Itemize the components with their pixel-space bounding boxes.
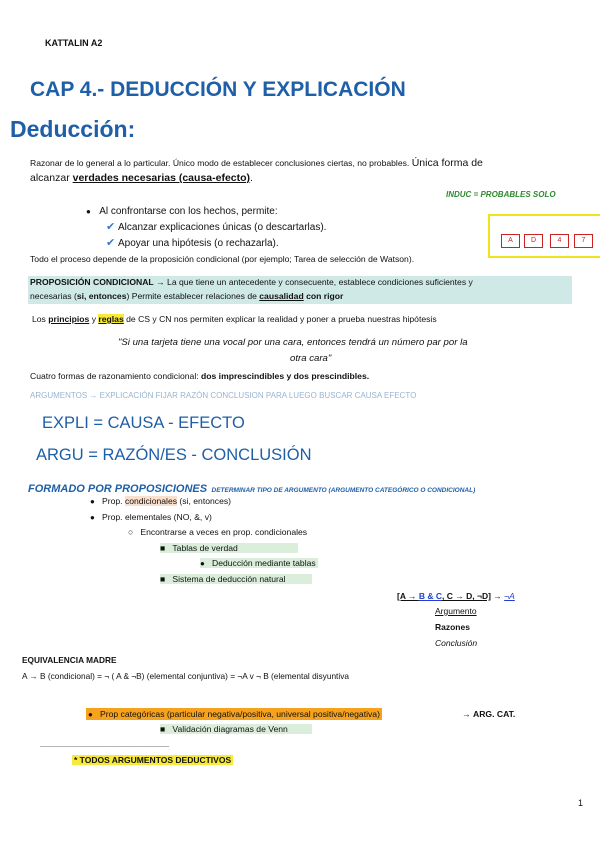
text: Encontrarse a veces en prop. condicionales [140,527,308,537]
legend-conclusion: Conclusión [435,638,478,648]
text: Cuatro formas de razonamiento condicional: [30,371,202,381]
confront-item-text: Apoyar una hipótesis (o rechazarla). [118,238,279,249]
intro-text: Razonar de lo general a lo particular. Único modo de establecer conclusiones ciertas, no probables. [30,158,410,168]
venn-line [160,724,312,734]
text: FORMADO POR PROPOSICIONES [28,483,208,495]
arrow: → [462,709,473,719]
confront-bullet [86,206,278,217]
text: ¬A [504,591,515,601]
list-item-elem [90,512,212,522]
prop-cond-line-1 [30,276,473,289]
card-7: 7 [574,234,593,248]
arrow: → [153,277,168,287]
intro-line-1 [30,157,483,170]
text: causalidad [259,291,304,301]
confront-item-2 [106,236,279,249]
text: principios [48,314,90,324]
text: → [490,591,505,601]
divider: _____________________________ [40,738,170,747]
cuatro-line [30,370,369,383]
text: Los [32,314,49,324]
formado-line [28,479,475,497]
card-4: 4 [550,234,569,248]
intro-text-2a: alcanzar [30,172,73,184]
text: con rigor [303,291,344,301]
formula [397,591,515,601]
process-line: Todo el proceso depende de la proposición condicional (por ejemplo; Tarea de selección de Watson). [30,254,415,264]
text: reglas [98,314,124,324]
text: DETERMINAR TIPO DE ARGUMENTO (ARGUMENTO CATEGÓRICO O CONDICIONAL) [211,487,476,494]
text: Validación diagramas de Venn [172,724,288,734]
watson-cards-box [488,214,600,258]
list-item-sistema [160,574,312,584]
bullet-icon: ● [88,710,93,719]
section-heading: Deducción: [10,116,136,142]
header-label: KATTALIN A2 [45,38,103,48]
text: Tablas de verdad [172,543,238,553]
list-item-encontrarse [128,527,307,537]
intro-line-2 [30,172,253,184]
intro-emphasis: verdades necesarias (causa-efecto) [72,172,251,184]
cat-result [462,709,515,719]
checkmark-icon: ✔ [106,237,116,249]
checkmark-icon: ✔ [106,221,116,233]
legend-razones: Razones [435,622,470,632]
argumentos-line: ARGUMENTOS → EXPLICACIÓN FIJAR RAZÓN CONCLUSION PARA LUEGO BUSCAR CAUSA EFECTO [30,391,417,400]
confront-item-1 [106,220,326,233]
quote-line-1: "Si una tarjeta tiene una vocal por una cara, entonces tendrá un número par por la [118,337,468,348]
prop-cond-text: La que tiene un antecedente y consecuente, establece condiciones suficientes y [167,277,473,287]
bullet-icon: ● [86,207,91,216]
text: Sistema de deducción natural [172,574,286,584]
square-bullet-icon: ■ [160,543,166,553]
intro-text-2c: . [250,172,253,184]
induc-note: INDUC = PROBABLES SOLO [446,190,556,199]
argu-line: ARGU = RAZÓN/ES - CONCLUSIÓN [36,446,312,464]
equivalencia-line: A → B (condicional) = ¬ ( A & ¬B) (elemental conjuntiva) = ¬A v ¬ B (elemental disyuntiva [22,671,349,681]
text: ) Permite establecer relaciones de [126,291,260,301]
page-number: 1 [578,798,584,808]
square-bullet-icon: ■ [160,724,166,734]
list-item-tablas [160,543,298,553]
expli-line: EXPLI = CAUSA - EFECTO [42,414,245,432]
quote-line-2: otra cara" [290,353,332,364]
intro-text-large: Única forma de [411,157,483,169]
todos-line: * TODOS ARGUMENTOS DEDUCTIVOS [74,755,232,765]
list-item-cond [90,496,231,506]
text: condicionales [124,496,178,506]
principles-line [32,313,437,326]
text: , C → D, ¬D] [442,591,491,601]
circle-bullet-icon: ○ [128,527,134,537]
card-a: A [501,234,520,248]
text: dos imprescindibles y dos prescindibles. [201,371,370,381]
bullet-icon: ● [90,497,95,506]
prop-cond-label: PROPOSICIÓN CONDICIONAL [30,277,154,287]
text: ARG. CAT. [472,709,516,719]
prop-cond-line-2 [30,290,343,303]
cat-line [86,708,382,720]
confront-item-text: Alcanzar explicaciones únicas (o descartarlas). [118,222,327,233]
confront-text: Al confrontarse con los hechos, permite: [99,206,278,217]
square-bullet-icon: ■ [160,574,166,584]
text: de CS y CN nos permiten explicar la realidad y poner a prueba nuestras hipótesis [123,314,437,324]
text: necesarias ( [30,291,77,301]
bullet-icon: ● [90,513,95,522]
text: Prop. elementales (NO, &, v) [102,512,212,522]
card-d: D [524,234,543,248]
text: si, entonces [76,291,127,301]
chapter-title: CAP 4.- DEDUCCIÓN Y EXPLICACIÓN [30,78,406,101]
bullet-icon: ● [200,559,205,568]
text: Deducción mediante tablas [212,558,316,568]
legend-argumento: Argumento [435,606,477,616]
list-item-deduccion [200,558,318,568]
text: (si, entonces) [177,496,232,506]
text: [A → [397,591,419,601]
text: Prop. [102,496,125,506]
equivalencia-title: EQUIVALENCIA MADRE [22,655,117,665]
text: y [89,314,99,324]
text: B & C [418,591,443,601]
text: Prop categóricas (particular negativa/positiva, universal positiva/negativa) [100,709,380,719]
